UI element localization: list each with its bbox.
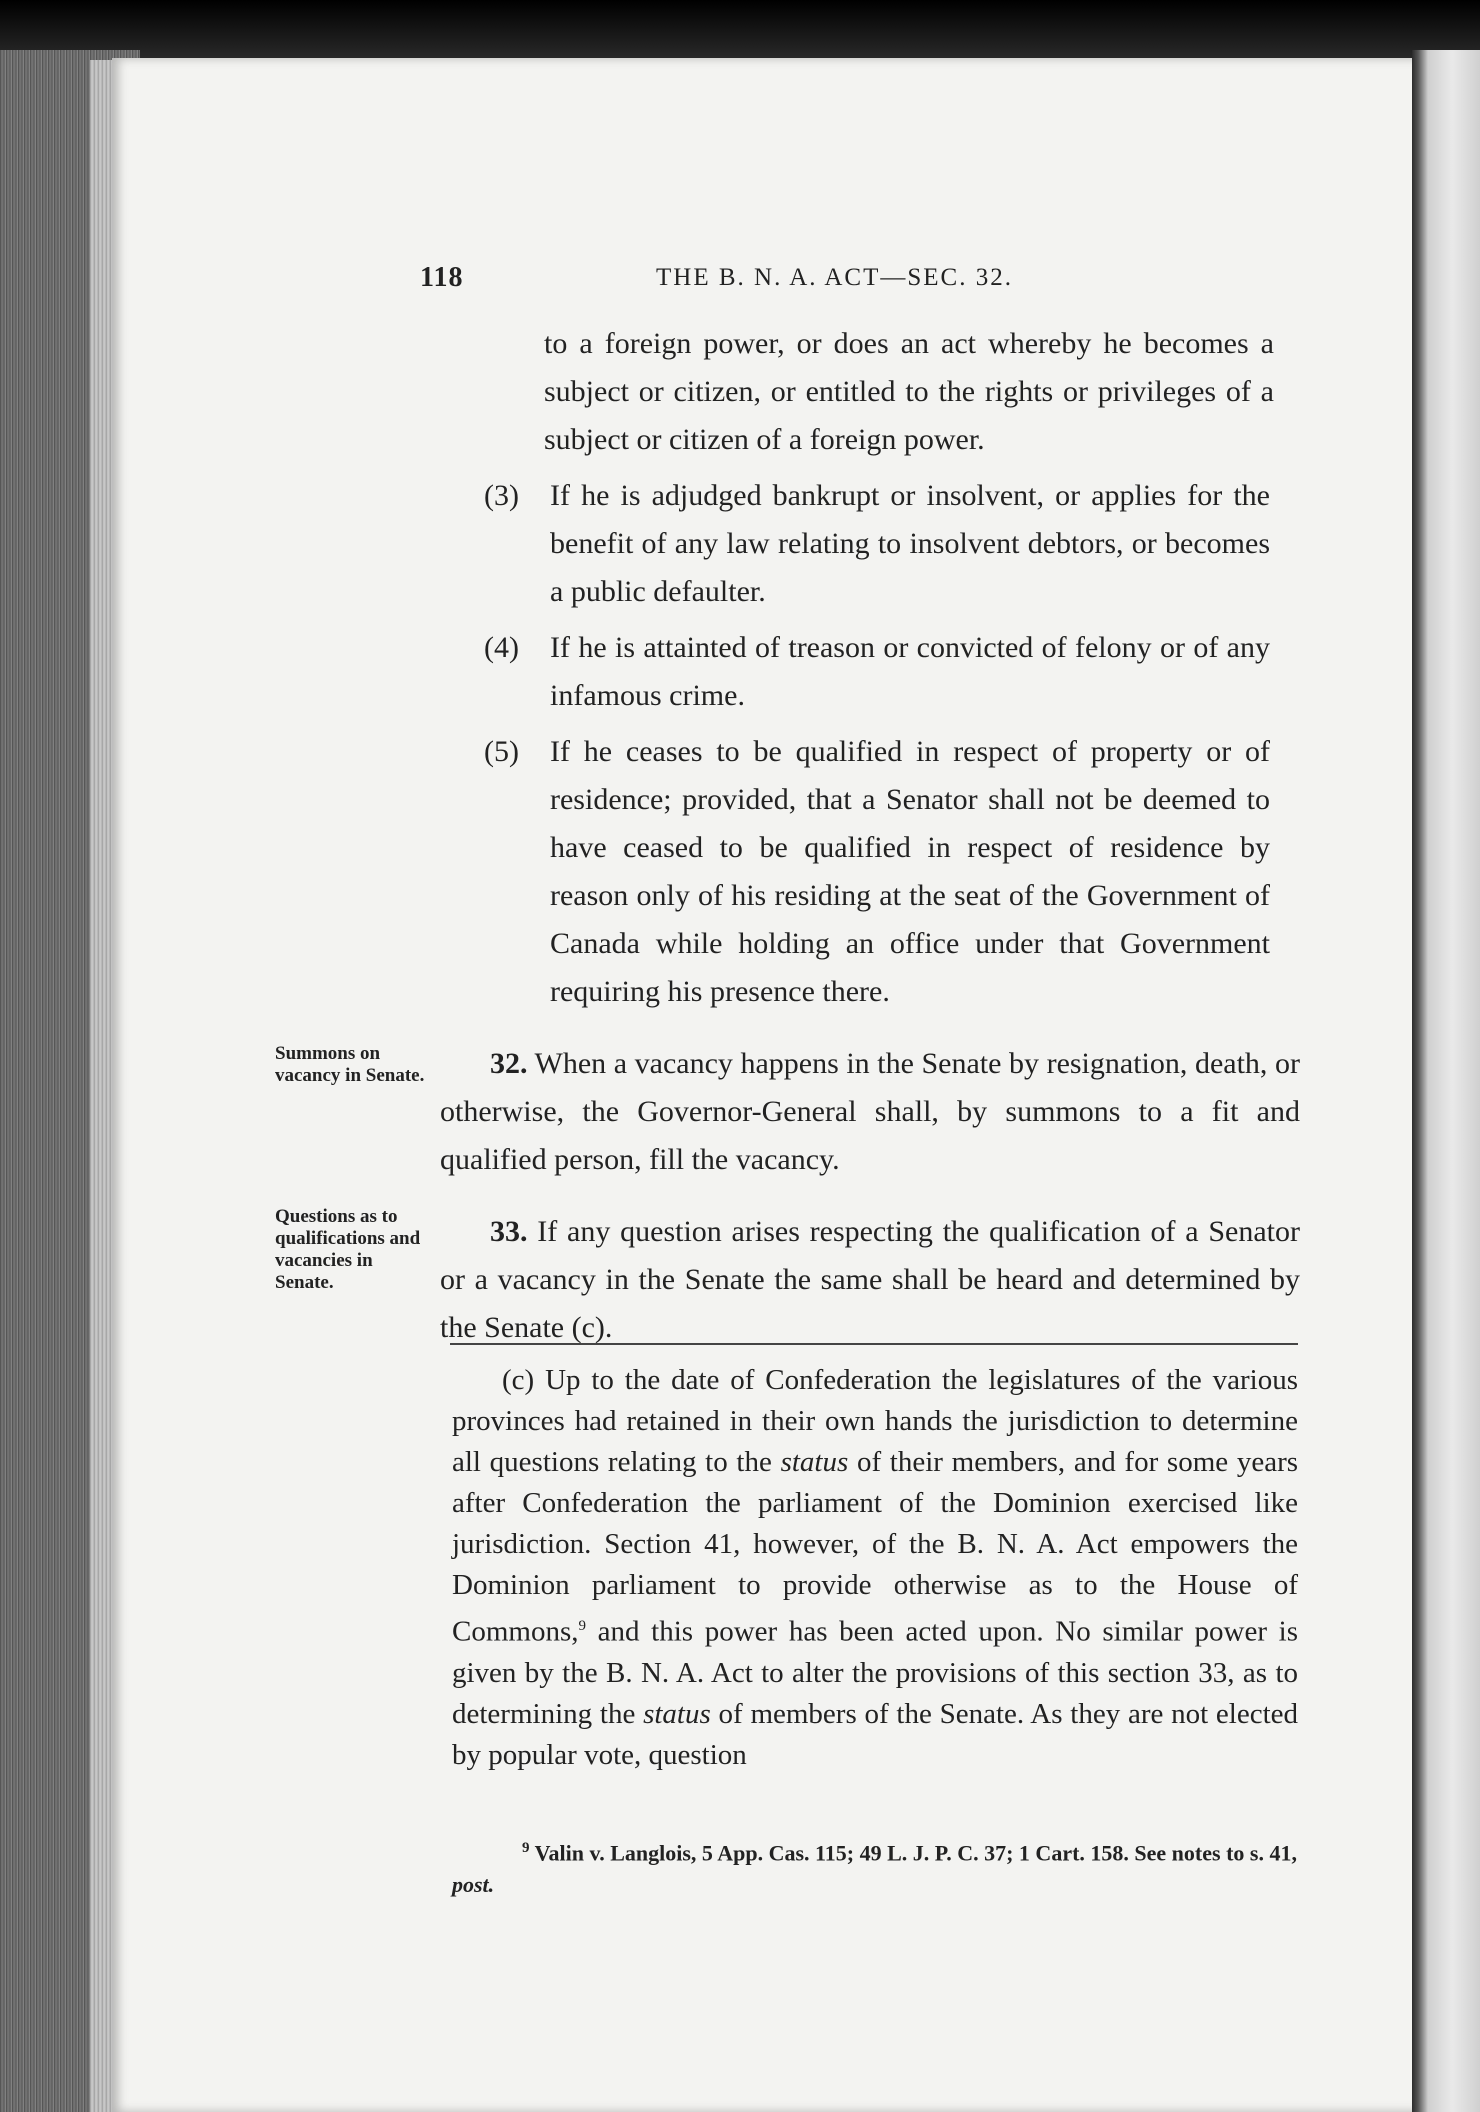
item-text: If he is attainted of treason or convicted of felony or of any infamous crime. (550, 631, 1270, 712)
item-number: (3) (484, 479, 519, 512)
section-body: If any question arises respecting the qualification of a Senator or a vacancy in the Senate the same shall be heard and determined by the Senate (c). (440, 1215, 1300, 1344)
scan-top-border (0, 0, 1480, 60)
footnote-superscript: 9 (578, 1618, 586, 1634)
item-number: (4) (484, 631, 519, 664)
section-33 (440, 1208, 1300, 1352)
section-body: When a vacancy happens in the Senate by resignation, death, or otherwise, the Governor-General shall, by summons to a fit and qualified person, fill the vacancy. (440, 1047, 1300, 1176)
footnote-label: (c) (502, 1364, 535, 1396)
item-number: (5) (484, 735, 519, 768)
list-item (440, 472, 1270, 616)
footnote-italic: status (643, 1697, 711, 1730)
section-32 (440, 1040, 1300, 1184)
marginal-note-32: Summons on vacancy in Senate. (275, 1043, 425, 1086)
section-text (440, 1040, 1300, 1184)
footnote-c (452, 1360, 1298, 1776)
reference-note-text (452, 1832, 1300, 1901)
footnote-text-part: of members of the Senate. As they are not elected by popular vote, question (452, 1697, 1299, 1771)
book-binding-right (1412, 50, 1480, 2112)
reference-note (452, 1832, 1300, 1901)
marginal-note-33: Questions as to qualifications and vacancies in Senate. (275, 1206, 421, 1293)
section-text (440, 1208, 1300, 1352)
reference-body: Valin v. Langlois, 5 App. Cas. 115; 49 L. J. P. C. 37; 1 Cart. 158. See notes to s. 41, (534, 1840, 1297, 1866)
reference-italic: post. (452, 1872, 495, 1898)
running-head (420, 262, 1060, 306)
footnote-paragraph (452, 1360, 1298, 1776)
item-text: If he is adjudged bankrupt or insolvent, or applies for the benefit of any law relating to insolvent debtors, or becomes a public defaulter. (550, 479, 1270, 608)
main-text (440, 320, 1300, 1352)
footnote-text-part: and this power has been acted upon. No similar power is given by the B. N. A. Act to alter the provisions of this section 33, as to determining the (452, 1615, 1298, 1730)
footnote-italic: status (780, 1446, 849, 1478)
reference-marker: 9 (522, 1840, 530, 1856)
footnote-divider (450, 1343, 1298, 1345)
footnote-text-part: of their members, and for some years after Confederation the parliament of the Dominion exercised like jurisdiction. Section 41, however, of the B. N. A. Act empowers the Dominion parliament to provide otherwise as to the House of Commons, (452, 1446, 1299, 1648)
list-item (440, 624, 1270, 720)
footnote-text-part: Up to the date of Confederation the legislatures of the various provinces had retained in their own hands the jurisdiction to determine all questions relating to the (452, 1364, 1299, 1478)
item-text: If he ceases to be qualified in respect of property or of residence; provided, that a Senator shall not be deemed to have ceased to be qualified in respect of residence by reason only of his residing at the seat of the Government of Canada while holding an office under that Government requiring his presence there. (550, 735, 1270, 1008)
section-number: 32. (490, 1047, 528, 1080)
page-number: 118 (420, 262, 464, 293)
running-head-title: THE B. N. A. ACT—SEC. 32. (656, 264, 1013, 291)
list-item (440, 728, 1270, 1016)
section-number: 33. (490, 1215, 528, 1248)
continuation-paragraph: to a foreign power, or does an act whereby he becomes a subject or citizen, or entitled to the rights or privileges of a subject or citizen of a foreign power. (544, 327, 1274, 456)
